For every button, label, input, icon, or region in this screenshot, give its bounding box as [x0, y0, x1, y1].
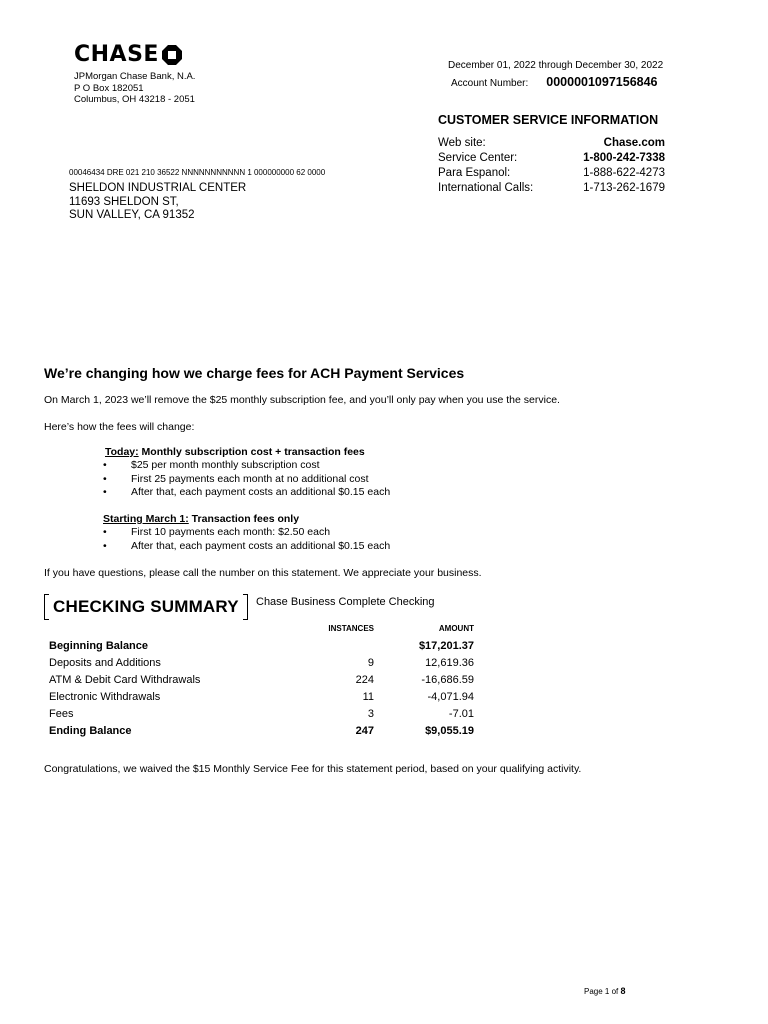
row-instances: 3: [367, 708, 374, 720]
international-phone: 1-713-262-1679: [583, 182, 665, 194]
row-label: Ending Balance: [49, 725, 132, 737]
list-item-text: First 25 payments each month at no additional cost: [131, 472, 369, 485]
cs-label: International Calls:: [438, 182, 534, 194]
summary-table: [49, 624, 474, 740]
table-row: [49, 672, 474, 689]
statement-period: December 01, 2022 through December 30, 2022: [448, 60, 664, 71]
espanol-phone: 1-888-622-4273: [583, 167, 665, 179]
customer-address: [69, 182, 246, 223]
cs-label: Web site:: [438, 137, 486, 149]
bullet-icon: •: [103, 486, 107, 498]
march-heading: [103, 513, 299, 525]
today-heading: [105, 446, 365, 458]
bullet-icon: •: [103, 526, 107, 538]
cs-label: Service Center:: [438, 152, 518, 164]
account-number-label: Account Number:: [451, 78, 529, 89]
checking-summary-title: CHECKING SUMMARY: [53, 597, 239, 616]
header-blank: [49, 624, 249, 638]
bullet-icon: •: [103, 539, 107, 552]
row-instances: 11: [362, 691, 374, 703]
bullet-icon: •: [103, 459, 107, 471]
logo-wordmark: CHASE: [74, 42, 159, 67]
list-item: [100, 486, 390, 500]
cs-row-international: [438, 181, 665, 196]
notice-title: We’re changing how we charge fees for ACH Payment Services: [44, 365, 465, 381]
cs-row-service-center: [438, 151, 665, 166]
row-label: Fees: [49, 708, 74, 720]
table-row: [49, 689, 474, 706]
service-center-phone: 1-800-242-7338: [583, 152, 665, 164]
row-label: ATM & Debit Card Withdrawals: [49, 674, 201, 686]
cs-row-para-espanol: [438, 166, 665, 181]
table-row: [49, 706, 474, 723]
fee-waiver-message: Congratulations, we waived the $15 Monthly Service Fee for this statement period, based on your qualifying activity.: [44, 763, 582, 775]
row-amount: 12,619.36: [425, 657, 474, 669]
cs-row-website: [438, 136, 665, 151]
row-amount: $17,201.37: [418, 640, 474, 652]
list-item: [100, 459, 390, 473]
page-total: 8: [620, 986, 626, 996]
customer-street: 11693 SHELDON ST,: [69, 195, 179, 208]
account-number-line: [451, 75, 658, 89]
list-item-text: After that, each payment costs an additional $0.15 each: [131, 539, 391, 552]
instances-header: INSTANCES: [328, 624, 374, 633]
march-label: Starting March 1:: [103, 513, 189, 525]
notice-closing: If you have questions, please call the number on this statement. We appreciate your business.: [44, 567, 482, 579]
cs-label: Para Espanol:: [438, 167, 511, 179]
row-instances: 247: [355, 725, 374, 737]
row-amount: -16,686.59: [421, 674, 474, 686]
customer-name: SHELDON INDUSTRIAL CENTER: [69, 182, 247, 194]
row-amount: -7.01: [448, 708, 474, 720]
account-number: 0000001097156846: [546, 75, 658, 89]
amount-header: AMOUNT: [438, 624, 474, 633]
right-bracket: [243, 594, 248, 620]
checking-summary-header: [44, 594, 248, 620]
march-rest: Transaction fees only: [188, 513, 300, 525]
summary-header-row: [49, 624, 474, 638]
list-item-text: First 10 payments each month: $2.50 each: [131, 526, 331, 538]
row-label: Deposits and Additions: [49, 657, 161, 669]
row-instances: [249, 638, 374, 655]
row-label: Beginning Balance: [49, 640, 149, 652]
page-current: 1: [604, 987, 610, 996]
page-number: [584, 986, 626, 996]
page-prefix: Page: [584, 987, 605, 996]
row-instances: 224: [355, 674, 374, 686]
chase-logo: [74, 44, 182, 66]
customer-city: SUN VALLEY, CA 91352: [69, 209, 195, 221]
bank-city: Columbus, OH 43218 - 2051: [74, 94, 195, 105]
list-item: [100, 473, 390, 487]
row-amount: $9,055.19: [425, 725, 474, 737]
row-instances: 9: [367, 657, 374, 669]
today-bullets: [100, 459, 390, 500]
account-type: Chase Business Complete Checking: [256, 596, 435, 608]
table-row: [49, 723, 474, 740]
list-item: [100, 526, 390, 540]
page-of: of: [609, 987, 621, 996]
customer-service-table: [438, 136, 665, 196]
list-item-text: After that, each payment costs an additional $0.15 each: [131, 486, 391, 498]
customer-service-heading: CUSTOMER SERVICE INFORMATION: [438, 113, 659, 127]
table-row: [49, 638, 474, 655]
row-amount: -4,071.94: [427, 691, 474, 703]
bank-address: [74, 71, 195, 106]
chase-octagon-icon: [162, 45, 182, 65]
today-rest: Monthly subscription cost + transaction fees: [138, 446, 365, 458]
row-label: Electronic Withdrawals: [49, 691, 161, 703]
bullet-icon: •: [103, 472, 107, 485]
mailing-code-line: 00046434 DRE 021 210 36522 NNNNNNNNNNN 1 000000000 62 0000: [69, 168, 326, 177]
today-label: Today:: [105, 446, 139, 458]
table-row: [49, 655, 474, 672]
notice-intro: On March 1, 2023 we’ll remove the $25 monthly subscription fee, and you’ll only pay when you use the service.: [44, 394, 560, 406]
bank-po-box: P O Box 182051: [74, 82, 144, 94]
list-item: [100, 540, 390, 554]
website-link[interactable]: Chase.com: [603, 137, 665, 149]
list-item-text: $25 per month monthly subscription cost: [131, 459, 320, 471]
bank-name: JPMorgan Chase Bank, N.A.: [74, 71, 196, 82]
notice-lead: Here’s how the fees will change:: [44, 421, 195, 433]
march-bullets: [100, 526, 390, 553]
